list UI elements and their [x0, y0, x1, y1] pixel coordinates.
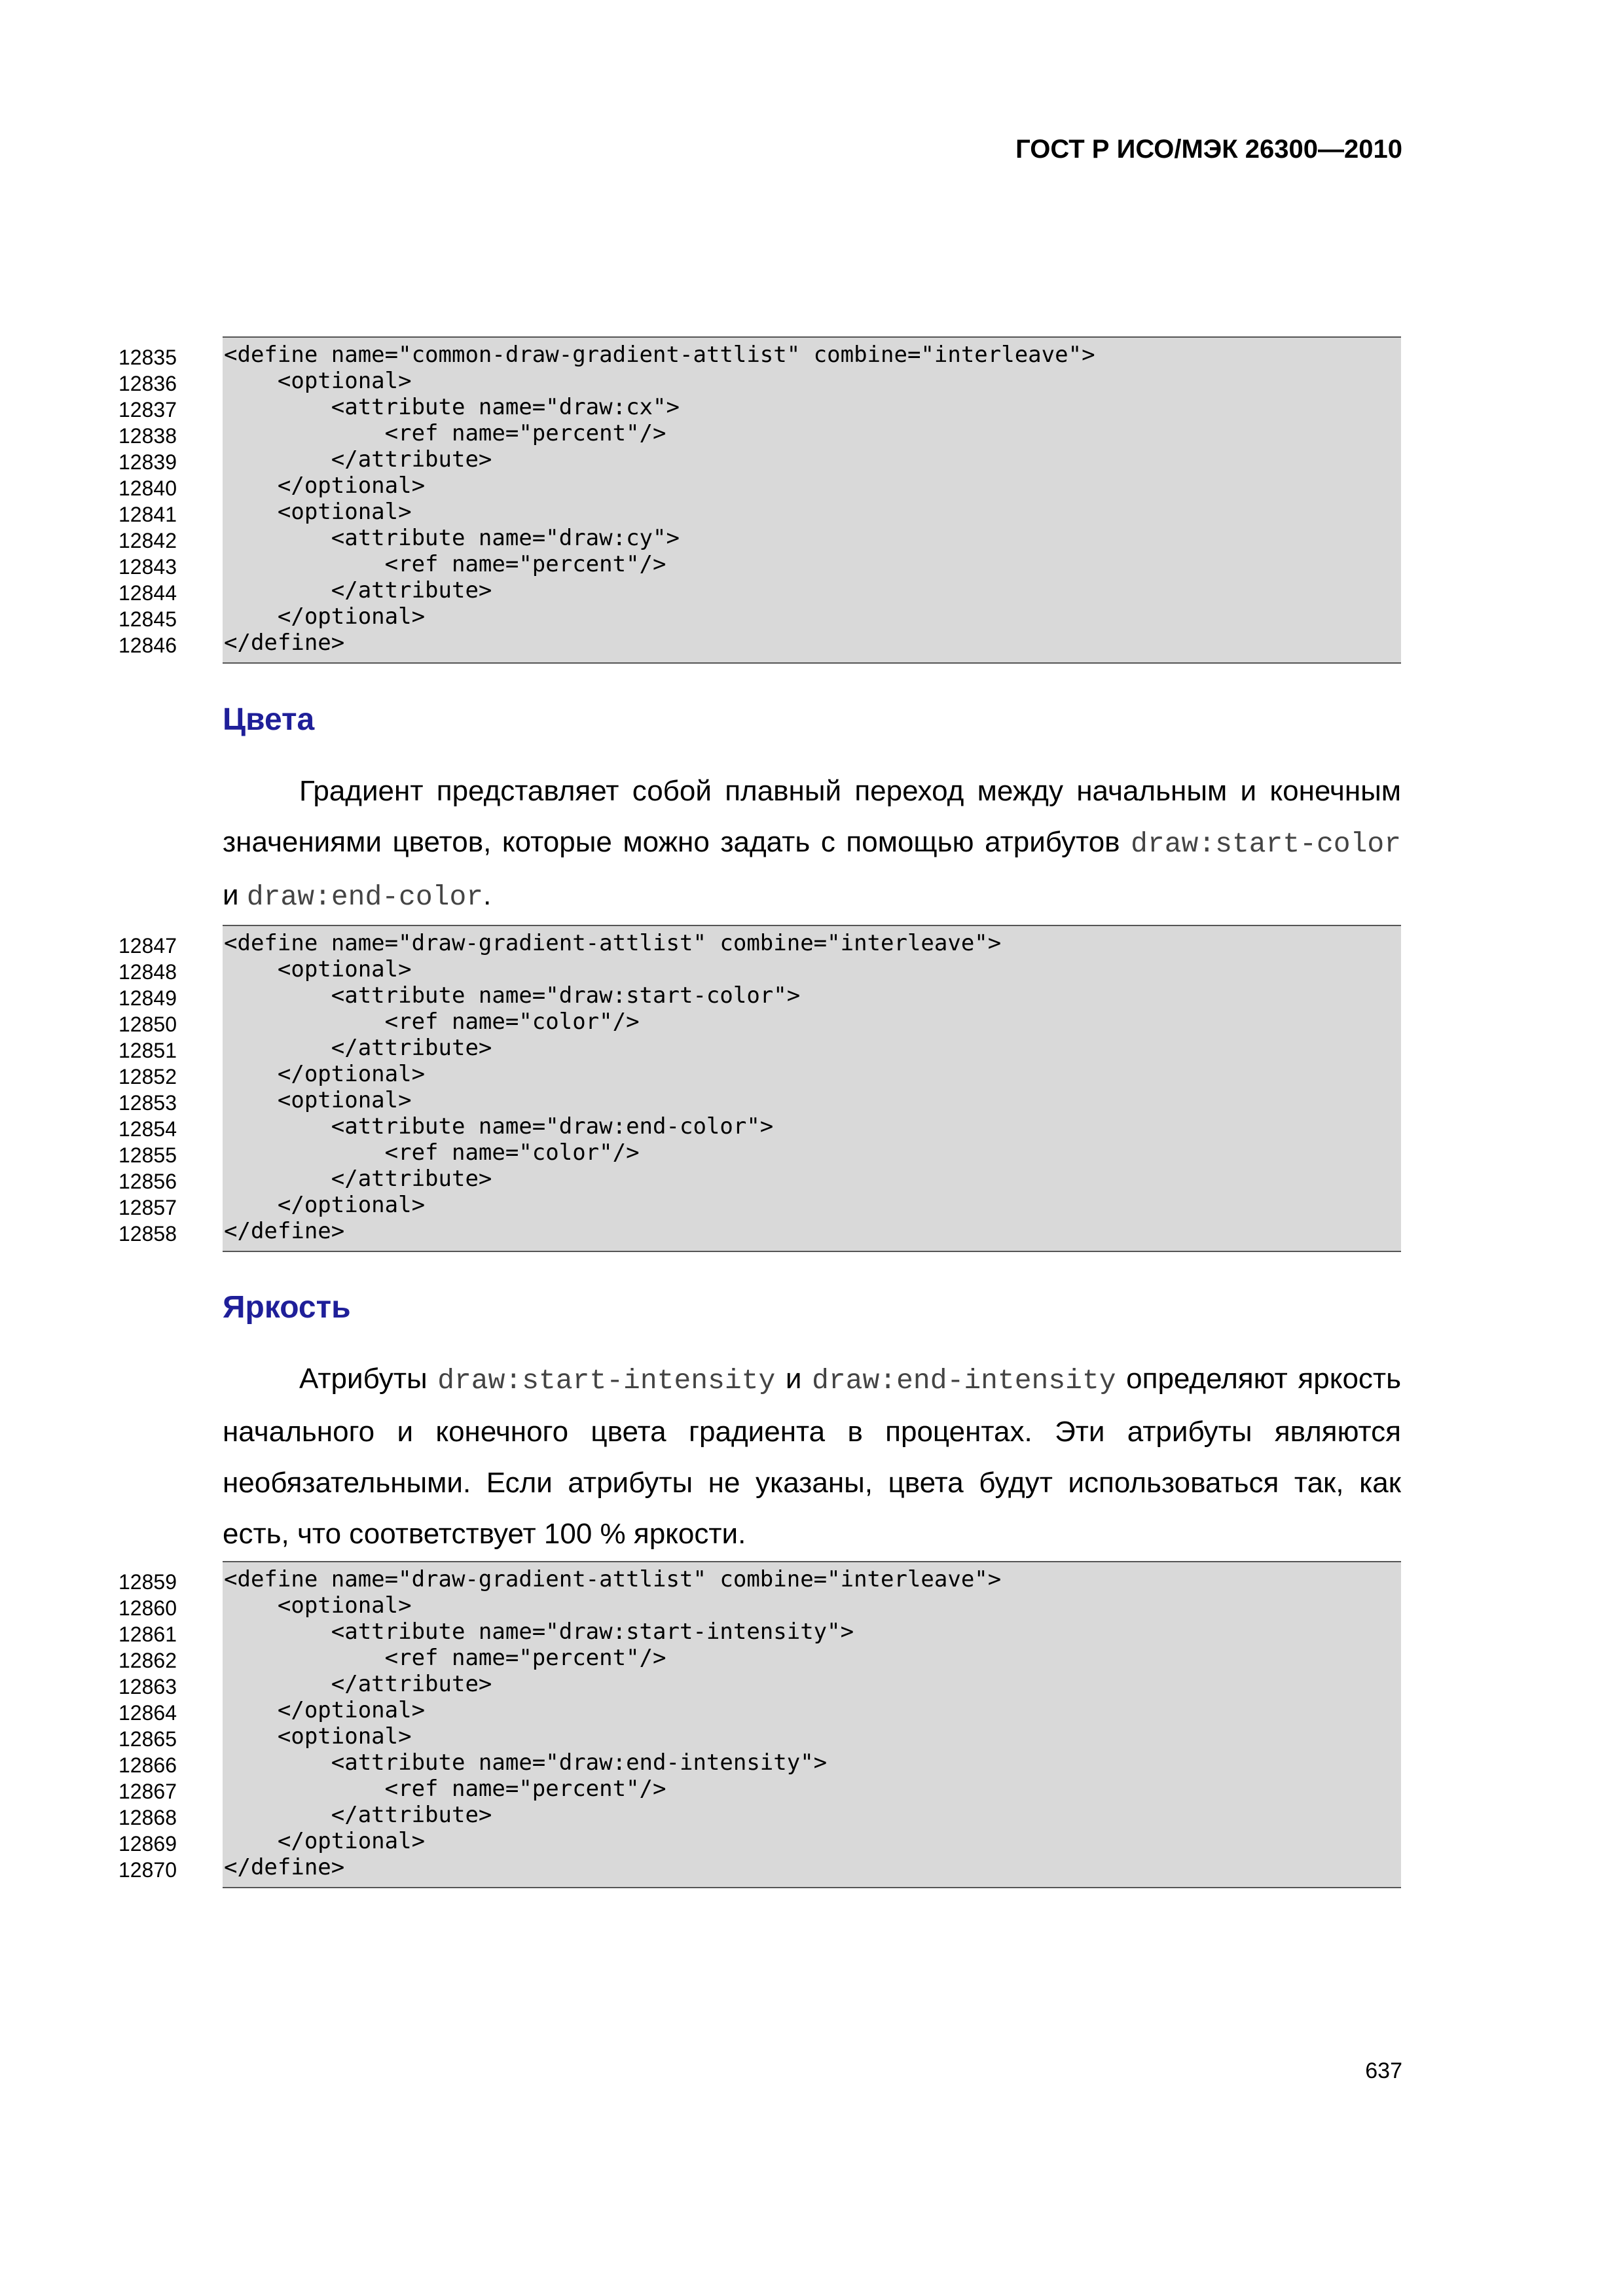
- line-number: 12869: [119, 1832, 177, 1856]
- code-line: <optional>: [224, 956, 412, 982]
- line-number: 12854: [119, 1117, 177, 1141]
- line-number: 12855: [119, 1143, 177, 1167]
- code-line: <optional>: [224, 1592, 412, 1619]
- code-line: </optional>: [224, 1828, 426, 1854]
- line-numbers: [119, 344, 185, 658]
- code-line: <optional>: [224, 499, 412, 525]
- inline-code: draw:end-intensity: [812, 1365, 1116, 1397]
- line-number: 12849: [119, 986, 177, 1010]
- line-number: 12838: [119, 424, 177, 448]
- code-line: <ref name="color"/>: [224, 1009, 640, 1035]
- code-line: </define>: [224, 630, 345, 656]
- code-box: [223, 925, 1401, 1252]
- code-line: </attribute>: [224, 577, 492, 603]
- document-header: ГОСТ Р ИСО/МЭК 26300—2010: [1015, 135, 1402, 164]
- code-line: </define>: [224, 1218, 345, 1244]
- code-box: [223, 1561, 1401, 1888]
- line-number: 12861: [119, 1623, 177, 1646]
- code-line: <ref name="percent"/>: [224, 1776, 666, 1802]
- code-line: </optional>: [224, 1061, 426, 1087]
- line-number: 12857: [119, 1196, 177, 1219]
- code-box: [223, 336, 1401, 664]
- line-number: 12852: [119, 1065, 177, 1088]
- code-line: </define>: [224, 1854, 345, 1880]
- line-number: 12842: [119, 529, 177, 552]
- code-line: <define name="draw-gradient-attlist" combine="interleave">: [224, 930, 1002, 956]
- code-line: </attribute>: [224, 446, 492, 473]
- line-number: 12863: [119, 1675, 177, 1698]
- line-number: 12840: [119, 476, 177, 500]
- line-number: 12865: [119, 1727, 177, 1751]
- code-line: </attribute>: [224, 1671, 492, 1697]
- code-line: <ref name="percent"/>: [224, 420, 666, 446]
- line-number: 12868: [119, 1806, 177, 1829]
- code-line: <attribute name="draw:end-color">: [224, 1113, 774, 1139]
- line-number: 12836: [119, 372, 177, 395]
- line-number: 12867: [119, 1780, 177, 1803]
- paragraph-text: определяют яркость начального и конечного цвета градиента в процентах. Эти атрибуты являются необязательными. Если атрибуты не указаны, цвета будут использоваться так, как есть, что соответствует 100 % яркости.: [223, 1363, 1401, 1550]
- line-number: 12864: [119, 1701, 177, 1725]
- line-number: 12853: [119, 1091, 177, 1115]
- line-number: 12844: [119, 581, 177, 605]
- line-number: 12837: [119, 398, 177, 422]
- inline-code: draw:end-color: [246, 881, 484, 913]
- line-number: 12845: [119, 607, 177, 631]
- paragraph-text: и: [223, 879, 247, 911]
- line-number: 12847: [119, 934, 177, 958]
- page-number: 637: [1365, 2058, 1402, 2083]
- paragraph-text: Атрибуты: [299, 1363, 438, 1395]
- code-line: <attribute name="draw:cx">: [224, 394, 680, 420]
- line-number: 12841: [119, 503, 177, 526]
- code-line: <attribute name="draw:start-intensity">: [224, 1619, 854, 1645]
- paragraph-colors: [223, 766, 1401, 923]
- line-number: 12846: [119, 634, 177, 657]
- code-line: <optional>: [224, 1723, 412, 1749]
- line-number: 12866: [119, 1753, 177, 1777]
- line-number: 12862: [119, 1649, 177, 1672]
- line-number: 12839: [119, 450, 177, 474]
- code-line: </attribute>: [224, 1166, 492, 1192]
- code-line: </optional>: [224, 1697, 426, 1723]
- code-line: </optional>: [224, 473, 426, 499]
- code-line: <define name="draw-gradient-attlist" combine="interleave">: [224, 1566, 1002, 1592]
- code-line: <optional>: [224, 368, 412, 394]
- inline-code: draw:start-color: [1131, 828, 1401, 860]
- code-line: </attribute>: [224, 1802, 492, 1828]
- section-heading-intensity: Яркость: [223, 1290, 351, 1325]
- line-number: 12835: [119, 346, 177, 369]
- line-number: 12856: [119, 1170, 177, 1193]
- line-numbers: [119, 933, 185, 1247]
- paragraph-text: и: [775, 1363, 812, 1395]
- line-number: 12870: [119, 1858, 177, 1882]
- code-line: <define name="common-draw-gradient-attlist" combine="interleave">: [224, 342, 1095, 368]
- inline-code: draw:start-intensity: [437, 1365, 776, 1397]
- line-number: 12858: [119, 1222, 177, 1246]
- code-line: </attribute>: [224, 1035, 492, 1061]
- line-number: 12850: [119, 1013, 177, 1036]
- line-number: 12843: [119, 555, 177, 579]
- line-number: 12860: [119, 1596, 177, 1620]
- line-number: 12848: [119, 960, 177, 984]
- code-line: <attribute name="draw:start-color">: [224, 982, 801, 1009]
- line-numbers: [119, 1569, 185, 1883]
- code-line: <optional>: [224, 1087, 412, 1113]
- code-line: </optional>: [224, 1192, 426, 1218]
- code-line: </optional>: [224, 603, 426, 630]
- code-line: <ref name="percent"/>: [224, 551, 666, 577]
- line-number: 12851: [119, 1039, 177, 1062]
- paragraph-text: Градиент представляет собой плавный переход между начальным и конечным значениями цветов, которые можно задать с помощью атрибутов: [223, 775, 1401, 858]
- paragraph-text: .: [483, 879, 492, 911]
- paragraph-intensity: [223, 1354, 1401, 1560]
- code-line: <attribute name="draw:end-intensity">: [224, 1749, 828, 1776]
- line-number: 12859: [119, 1570, 177, 1594]
- code-line: <ref name="percent"/>: [224, 1645, 666, 1671]
- section-heading-colors: Цвета: [223, 702, 315, 737]
- code-line: <ref name="color"/>: [224, 1139, 640, 1166]
- code-line: <attribute name="draw:cy">: [224, 525, 680, 551]
